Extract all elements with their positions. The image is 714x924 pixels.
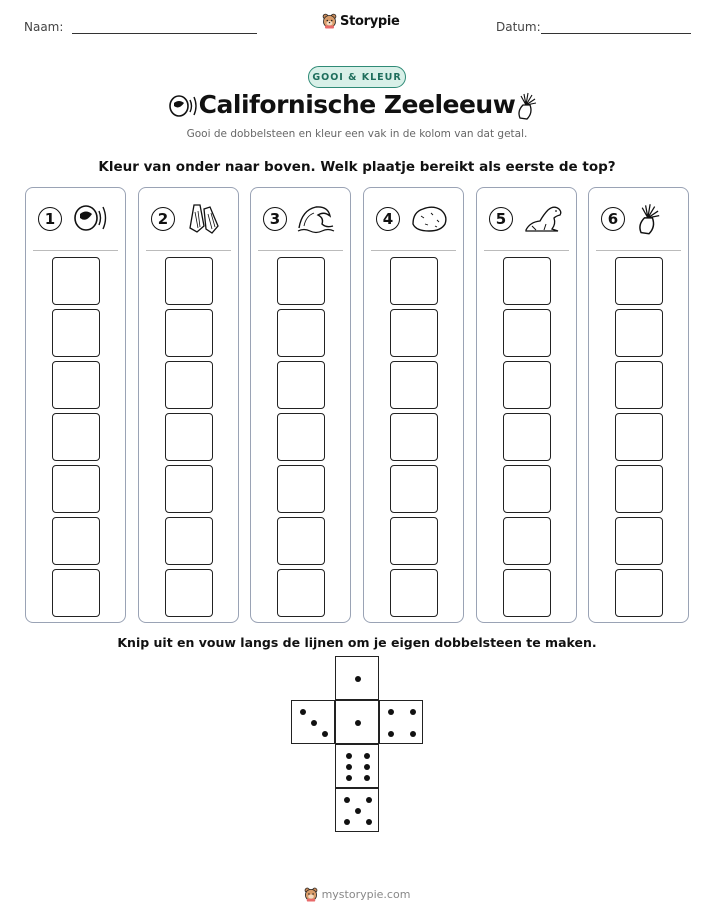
color-box[interactable] xyxy=(52,413,100,461)
column-header xyxy=(477,202,576,236)
color-box[interactable] xyxy=(615,569,663,617)
die-pip xyxy=(355,720,361,726)
color-box[interactable] xyxy=(52,257,100,305)
color-box[interactable] xyxy=(52,309,100,357)
color-box[interactable] xyxy=(615,413,663,461)
color-box[interactable] xyxy=(52,517,100,565)
brand-name: Storypie xyxy=(340,13,400,29)
rock-icon xyxy=(409,202,449,238)
die-net xyxy=(290,656,424,834)
color-box[interactable] xyxy=(277,569,325,617)
bear-mascot-icon xyxy=(304,887,318,902)
die-pip xyxy=(311,720,317,726)
sea-anemone-icon xyxy=(634,202,664,240)
color-box[interactable] xyxy=(503,309,551,357)
die-face-5 xyxy=(335,788,379,832)
column-divider xyxy=(258,250,343,251)
page-title: Californische Zeeleeuw xyxy=(198,90,516,119)
column-divider xyxy=(596,250,681,251)
wave-icon xyxy=(296,202,336,238)
color-box[interactable] xyxy=(615,257,663,305)
column-divider xyxy=(33,250,118,251)
column-5 xyxy=(476,187,577,623)
date-label: Datum: xyxy=(496,20,541,34)
column-number: 6 xyxy=(601,207,625,231)
die-pip xyxy=(388,731,394,737)
column-2 xyxy=(138,187,239,623)
color-box[interactable] xyxy=(503,517,551,565)
color-box[interactable] xyxy=(503,361,551,409)
color-box[interactable] xyxy=(615,517,663,565)
die-pip xyxy=(366,819,372,825)
sea-anemone-icon xyxy=(514,91,540,125)
color-box[interactable] xyxy=(165,465,213,513)
color-box[interactable] xyxy=(52,569,100,617)
sea-lion-icon xyxy=(522,202,566,238)
die-pip xyxy=(410,731,416,737)
die-pip xyxy=(364,764,370,770)
bear-mascot-icon xyxy=(322,13,337,29)
die-face-1 xyxy=(335,656,379,700)
color-box[interactable] xyxy=(503,569,551,617)
die-instruction: Knip uit en vouw langs de lijnen om je eigen dobbelsteen te maken. xyxy=(117,635,597,650)
color-box[interactable] xyxy=(390,257,438,305)
coloring-instruction: Kleur van onder naar boven. Welk plaatje bereikt als eerste de top? xyxy=(98,159,616,175)
color-box[interactable] xyxy=(277,413,325,461)
column-number: 3 xyxy=(263,207,287,231)
color-box[interactable] xyxy=(503,413,551,461)
die-pip xyxy=(344,819,350,825)
column-4 xyxy=(363,187,464,623)
color-box[interactable] xyxy=(390,517,438,565)
die-face-1 xyxy=(335,700,379,744)
color-box[interactable] xyxy=(165,413,213,461)
color-box[interactable] xyxy=(390,569,438,617)
date-line xyxy=(541,33,691,34)
name-label: Naam: xyxy=(24,20,64,34)
color-box[interactable] xyxy=(390,361,438,409)
footer xyxy=(0,887,714,902)
flippers-icon xyxy=(184,202,224,238)
barking-sea-lion-icon xyxy=(71,202,111,238)
die-pip xyxy=(355,676,361,682)
die-pip xyxy=(366,797,372,803)
subtitle: Gooi de dobbelsteen en kleur een vak in de kolom van dat getal. xyxy=(186,128,528,140)
column-6 xyxy=(588,187,689,623)
color-box[interactable] xyxy=(615,465,663,513)
color-box[interactable] xyxy=(52,465,100,513)
column-number: 2 xyxy=(151,207,175,231)
die-face-3 xyxy=(291,700,335,744)
column-header xyxy=(364,202,463,236)
die-face-6 xyxy=(335,744,379,788)
color-box[interactable] xyxy=(277,257,325,305)
column-number: 4 xyxy=(376,207,400,231)
color-box[interactable] xyxy=(503,465,551,513)
color-box[interactable] xyxy=(503,257,551,305)
column-1 xyxy=(25,187,126,623)
column-divider xyxy=(484,250,569,251)
die-pip xyxy=(355,808,361,814)
die-pip xyxy=(300,709,306,715)
color-box[interactable] xyxy=(390,465,438,513)
column-header xyxy=(589,202,688,236)
color-box[interactable] xyxy=(165,361,213,409)
color-box[interactable] xyxy=(615,309,663,357)
footer-url: mystorypie.com xyxy=(321,888,411,901)
color-box[interactable] xyxy=(165,257,213,305)
name-line xyxy=(72,33,257,34)
color-box[interactable] xyxy=(390,309,438,357)
die-pip xyxy=(388,709,394,715)
column-3 xyxy=(250,187,351,623)
color-box[interactable] xyxy=(615,361,663,409)
die-pip xyxy=(346,753,352,759)
column-number: 5 xyxy=(489,207,513,231)
column-header xyxy=(251,202,350,236)
color-box[interactable] xyxy=(277,361,325,409)
color-box[interactable] xyxy=(277,465,325,513)
die-pip xyxy=(344,797,350,803)
column-number: 1 xyxy=(38,207,62,231)
brand-logo xyxy=(322,13,400,29)
column-divider xyxy=(371,250,456,251)
column-divider xyxy=(146,250,231,251)
column-header xyxy=(26,202,125,236)
die-pip xyxy=(364,775,370,781)
activity-badge: GOOI & KLEUR xyxy=(308,66,406,88)
color-box[interactable] xyxy=(165,569,213,617)
color-box[interactable] xyxy=(165,517,213,565)
color-box[interactable] xyxy=(165,309,213,357)
die-pip xyxy=(346,764,352,770)
die-pip xyxy=(410,709,416,715)
die-pip xyxy=(364,753,370,759)
die-pip xyxy=(322,731,328,737)
die-face-4 xyxy=(379,700,423,744)
color-box[interactable] xyxy=(52,361,100,409)
die-pip xyxy=(346,775,352,781)
column-header xyxy=(139,202,238,236)
color-box[interactable] xyxy=(390,413,438,461)
color-box[interactable] xyxy=(277,517,325,565)
color-box[interactable] xyxy=(277,309,325,357)
